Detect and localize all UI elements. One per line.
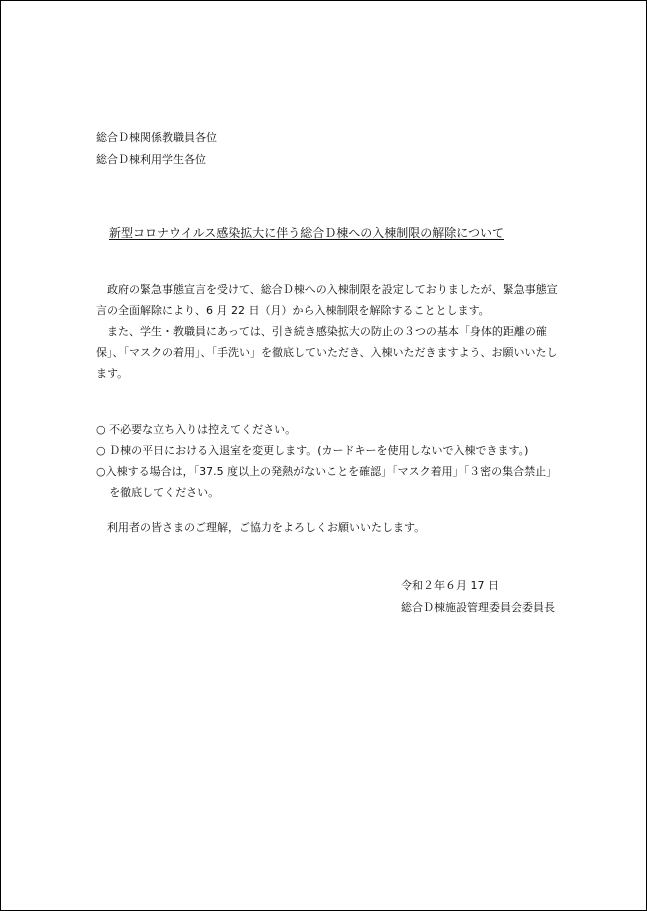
note-item-entry: ○ 不必要な立ち入りは控えてください。 — [96, 423, 297, 436]
notice-body — [96, 279, 566, 384]
issue-date: 令和２年６月 17 日 — [401, 579, 499, 592]
addressees — [96, 127, 217, 171]
addressee-students: 総合Ｄ棟利用学生各位 — [96, 153, 206, 166]
closing-remark: 利用者の皆さまのご理解，ご協力をよろしくお願いいたします。 — [107, 521, 426, 534]
issuer-name: 総合Ｄ棟施設管理委員会委員長 — [401, 601, 555, 614]
addressee-staff: 総合Ｄ棟関係教職員各位 — [96, 131, 217, 144]
note-item-conditions: ○入棟する場合は，「37.5 度以上の発熱がないことを確認」「マスク着用」「３密の集合禁止」を徹底してください。 — [96, 465, 558, 499]
body-paragraph-request: また、学生・教職員にあっては、引き続き感染拡大の防止の３つの基本「身体的距離の確保」、「マスクの着用」、「手洗い」を徹底していただき、入棟いただきますよう、お願いいたします。 — [96, 325, 558, 380]
signature-block — [401, 575, 555, 619]
notes-list — [96, 419, 566, 503]
notice-title: 新型コロナウイルス感染拡大に伴う総合Ｄ棟への入棟制限の解除について — [109, 226, 505, 240]
body-paragraph-lifting: 政府の緊急事態宣言を受けて、総合Ｄ棟への入棟制限を設定しておりましたが、緊急事態宣言の全面解除により、6 月 22 日（月）から入棟制限を解除することとします。 — [96, 283, 558, 317]
note-item-access: ○ Ｄ棟の平日における入退室を変更します。(カードキーを使用しないで入棟できます。) — [96, 444, 529, 457]
